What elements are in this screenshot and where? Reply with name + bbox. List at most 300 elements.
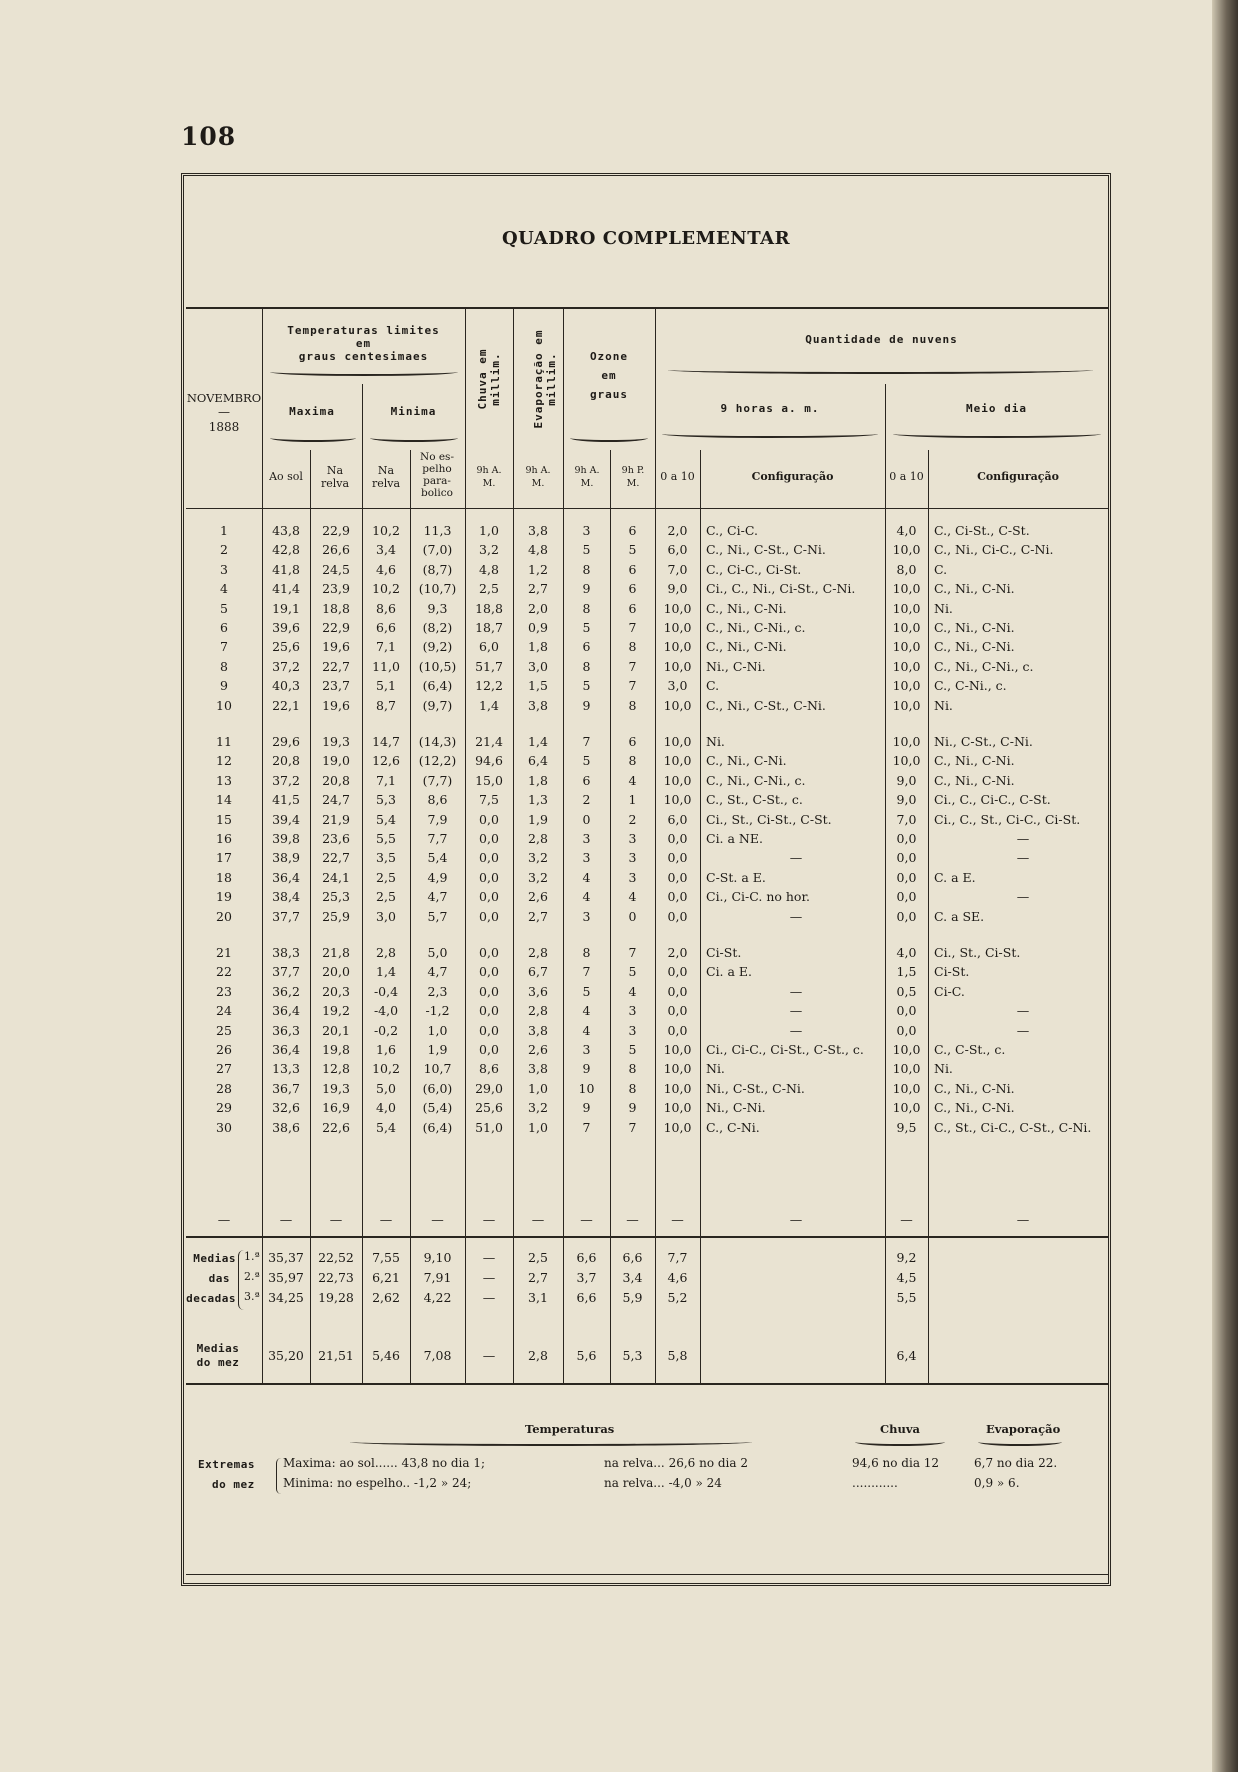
chuva-cell: 0,0 (479, 964, 499, 980)
max-na-relva-cell: 22,9 (322, 523, 350, 538)
ozone-9am-cell: — (580, 1212, 593, 1227)
nuvens-noon-cell: 4,0 (896, 523, 917, 538)
config-noon-cell: C., Ni., C-Ni. (934, 772, 1015, 788)
extremas-evaporacao-header: Evaporação (986, 1422, 1061, 1436)
nuvens-noon-cell: 8,0 (896, 561, 917, 577)
min-na-relva-cell: 3,0 (376, 908, 396, 924)
day-cell: 30 (216, 1119, 232, 1135)
ozone-9am-cell: 2 (582, 792, 591, 808)
chuva-cell: 2,5 (479, 581, 499, 597)
ozone-9pm-cell: 7 (628, 620, 637, 635)
max-na-relva-cell: 23,7 (322, 678, 350, 694)
chuva-cell: 0,0 (479, 1022, 499, 1038)
min-na-relva-cell: 4,6 (376, 561, 396, 577)
max-ao-sol-cell: 38,9 (272, 850, 300, 866)
min-na-relva-cell: 10,2 (372, 581, 400, 597)
evaporacao-cell: 1,3 (528, 792, 548, 808)
day-cell: 28 (216, 1080, 232, 1096)
config-noon-cell: Ci., C., Ci-C., C-St. (934, 792, 1051, 808)
config-noon-cell: C., St., Ci-C., C-St., C-Ni. (934, 1119, 1092, 1135)
max-ao-sol-cell: 37,2 (272, 772, 300, 788)
table-row (181, 964, 1111, 984)
ozone-9pm-media-cell: 6,6 (622, 1250, 643, 1265)
footer-top-rule (186, 1383, 1108, 1385)
nuvens-9am-cell: 10,0 (663, 1061, 692, 1077)
min-na-relva-media-cell: 6,21 (372, 1270, 400, 1285)
minima-header: Minima (390, 405, 437, 418)
chuva-media-cell: — (482, 1290, 496, 1305)
max-ao-sol-media-cell: 34,25 (268, 1290, 304, 1305)
max-ao-sol-cell: 42,8 (272, 542, 300, 558)
evaporacao-cell: 2,0 (528, 600, 548, 616)
max-na-relva-cell: 23,6 (322, 831, 350, 846)
medias-decada-row (181, 1250, 1111, 1270)
evaporacao-cell: 6,4 (528, 753, 548, 769)
min-espelho-cell: (10,5) (418, 658, 457, 674)
config-9am-cell: Ni. (706, 734, 725, 749)
max-ao-sol-cell: 38,6 (272, 1119, 300, 1135)
nuvens-noon-cell: 10,0 (892, 600, 921, 616)
nuvens-noon-cell: 10,0 (892, 734, 921, 749)
min-espelho-cell: 2,3 (427, 983, 448, 999)
evaporacao-media-cell: 3,1 (528, 1290, 548, 1305)
evaporacao-cell: 1,0 (528, 1080, 548, 1096)
min-espelho-cell: (7,7) (422, 772, 453, 788)
table-row (181, 562, 1111, 582)
day-cell: 14 (216, 792, 232, 808)
ozone-9pm-cell: 5 (628, 1042, 637, 1057)
min-na-relva-cell: 2,5 (376, 889, 396, 905)
min-espelho-cell: (7,0) (422, 542, 453, 558)
ozone-9pm-cell: 8 (628, 697, 637, 713)
max-ao-sol-cell: 13,3 (272, 1061, 300, 1077)
evaporacao-cell: 3,0 (528, 658, 548, 674)
max-na-relva-cell: 19,2 (322, 1003, 350, 1019)
maxima-header: Maxima (289, 405, 335, 418)
chuva-cell: 18,7 (475, 620, 503, 635)
chuva-cell: 3,2 (479, 542, 499, 558)
extremas-temperaturas-header: Temperaturas (525, 1422, 615, 1436)
day-cell: 11 (216, 734, 232, 749)
max-ao-sol-cell: — (279, 1212, 293, 1227)
min-espelho-cell: (6,4) (422, 1119, 453, 1135)
table-row (181, 1023, 1111, 1043)
chuva-9am-header: 9h A. M. (476, 465, 502, 489)
ozone-9pm-cell: 7 (628, 945, 637, 960)
chuva-cell: 0,0 (479, 831, 499, 846)
nuvens-brace (668, 366, 1093, 374)
config-9am-cell: — (789, 850, 803, 866)
ozone-9pm-cell: 5 (628, 542, 637, 558)
ozone-9pm-cell: 7 (628, 678, 637, 694)
ozone-9pm-cell: 9 (628, 1100, 637, 1116)
ozone-9pm-cell: 3 (628, 869, 637, 885)
evaporacao-header: Evaporação em millim. (532, 329, 558, 429)
nuvens-9am-cell: 0,0 (667, 831, 688, 846)
extremas-min-line: Minima: no espelho.. -1,2 » 24; (283, 1476, 472, 1490)
config-noon-cell: Ni., C-St., C-Ni. (934, 734, 1033, 749)
ozone-9pm-cell: 7 (628, 658, 637, 674)
max-ao-sol-cell: 41,5 (272, 792, 300, 808)
medias-mez-label2: do mez (196, 1356, 240, 1369)
ozone-9pm-cell: 1 (628, 792, 637, 808)
ozone-9am-cell: 8 (582, 945, 591, 960)
day-cell: 24 (216, 1003, 232, 1019)
min-na-relva-cell: 5,0 (376, 1080, 396, 1096)
day-cell: 8 (220, 658, 228, 674)
min-na-relva-cell: 5,4 (376, 1119, 396, 1135)
day-cell: 22 (216, 964, 232, 980)
config-noon-cell: Ni. (934, 1061, 953, 1077)
nuvens-noon-cell: 1,5 (896, 964, 917, 980)
ozone-9am-cell: 3 (582, 1042, 591, 1057)
extremas-evap-min: 0,9 » 6. (974, 1476, 1020, 1490)
ozone-9pm-cell: 6 (628, 600, 637, 616)
min-espelho-cell: 4,9 (427, 869, 448, 885)
chuva-cell: 0,0 (479, 908, 499, 924)
max-na-relva-media-cell: 22,73 (318, 1270, 354, 1285)
decada-index: 2.ª (244, 1270, 260, 1283)
ozone-9pm-cell: 3 (628, 850, 637, 866)
ao-sol-header: Ao sol (269, 470, 303, 483)
ozone-9pm-cell: 8 (628, 1080, 637, 1096)
config-9am-cell: C. (706, 678, 720, 694)
config-9am-cell: C., Ni., C-Ni. (706, 600, 787, 616)
table-row (181, 698, 1111, 718)
min-na-relva-cell: 3,5 (376, 850, 396, 866)
na-relva-max-header: Na relva (320, 464, 350, 490)
config-9am-cell: Ni. (706, 1061, 725, 1077)
config-noon-cell: — (1016, 889, 1030, 905)
max-ao-sol-cell: 39,8 (272, 831, 300, 846)
max-na-relva-cell: 12,8 (322, 1061, 350, 1077)
evaporacao-cell: 3,2 (528, 850, 548, 866)
medias-decadas-label: decadas (186, 1292, 236, 1305)
day-cell: 19 (216, 889, 232, 905)
extremas-max-relva: na relva... 26,6 no dia 2 (604, 1456, 748, 1470)
max-na-relva-cell: 22,7 (322, 850, 350, 866)
header-bottom-rule (186, 508, 1108, 509)
max-na-relva-media-cell: 22,52 (318, 1250, 354, 1265)
config-9am-cell: — (789, 1022, 803, 1038)
config-9am-cell: Ni., C-St., C-Ni. (706, 1080, 805, 1096)
day-cell: 26 (216, 1042, 232, 1057)
ozone-9pm-media-cell: 5,9 (622, 1290, 643, 1305)
ozone-9am-mez-cell: 5,6 (576, 1348, 597, 1363)
table-row (181, 678, 1111, 698)
table-row (181, 1042, 1111, 1062)
max-ao-sol-cell: 43,8 (272, 523, 300, 538)
chuva-cell: 0,0 (479, 983, 499, 999)
day-cell: 17 (216, 850, 232, 866)
ozone-9am-cell: 7 (582, 1119, 591, 1135)
ozone-9pm-cell: 8 (628, 1061, 637, 1077)
config-9am-cell: Ni., C-Ni. (706, 658, 766, 674)
config-9am-cell: Ci., Ci-C. no hor. (706, 889, 811, 905)
nuvens-9am-cell: 6,0 (667, 542, 688, 558)
nuvens-9am-config-header: Configuração (751, 470, 834, 483)
chuva-cell: 4,8 (479, 561, 499, 577)
ozone-9am-cell: 4 (582, 889, 591, 905)
nuvens-9am-cell: 3,0 (667, 678, 688, 694)
min-na-relva-cell: 3,4 (376, 542, 396, 558)
nuvens-noon-cell: 9,5 (896, 1119, 917, 1135)
nuvens-9am-media-cell: 7,7 (667, 1250, 688, 1265)
min-espelho-cell: 5,7 (427, 908, 448, 924)
nuvens-9am-cell: 10,0 (663, 772, 692, 788)
min-na-relva-cell: 1,4 (376, 964, 396, 980)
max-na-relva-cell: 26,6 (322, 542, 350, 558)
config-9am-cell: Ci., St., Ci-St., C-St. (706, 811, 832, 827)
min-na-relva-cell: 4,0 (376, 1100, 396, 1116)
ozone-9am-cell: 9 (582, 1100, 591, 1116)
config-9am-cell: C., Ni., C-St., C-Ni. (706, 542, 826, 558)
config-noon-cell: Ni. (934, 697, 953, 713)
nuvens-noon-cell: 10,0 (892, 1061, 921, 1077)
nuvens-noon-cell: 10,0 (892, 658, 921, 674)
evaporacao-cell: 1,8 (528, 639, 548, 655)
no-espelho-header: No es- pelho para- bolico (420, 451, 454, 499)
table-row (181, 909, 1111, 929)
extremas-chuva-value: 94,6 no dia 12 (852, 1456, 940, 1470)
table-row (181, 792, 1111, 812)
meio-dia-brace (893, 430, 1101, 438)
config-9am-cell: C., Ci-C., Ci-St. (706, 561, 802, 577)
nuvens-noon-cell: 10,0 (892, 678, 921, 694)
max-na-relva-cell: 20,3 (322, 983, 350, 999)
ozone-9am-cell: 8 (582, 658, 591, 674)
extremas-evap-max: 6,7 no dia 22. (974, 1456, 1058, 1470)
max-na-relva-cell: 20,8 (322, 772, 350, 788)
max-na-relva-cell: 19,6 (322, 697, 350, 713)
day-cell: 5 (220, 600, 228, 616)
min-espelho-cell: (9,2) (422, 639, 453, 655)
nuvens-header: Quantidade de nuvens (805, 333, 958, 346)
min-espelho-cell: 1,9 (427, 1042, 448, 1057)
nuvens-noon-cell: 7,0 (896, 811, 917, 827)
max-na-relva-cell: 22,9 (322, 620, 350, 635)
max-na-relva-cell: 24,1 (322, 869, 350, 885)
nuvens-9am-media-cell: 5,2 (667, 1290, 688, 1305)
config-noon-cell: C., Ni., C-Ni. (934, 1080, 1015, 1096)
nuvens-noon-cell: 10,0 (892, 639, 921, 655)
ozone-9pm-cell: 6 (628, 581, 637, 597)
ozone-9am-cell: 4 (582, 1022, 591, 1038)
chuva-cell: 6,0 (479, 639, 499, 655)
max-ao-sol-cell: 41,4 (272, 581, 300, 597)
max-ao-sol-media-cell: 35,97 (268, 1270, 304, 1285)
ozone-9am-media-cell: 6,6 (576, 1250, 597, 1265)
day-cell: 2 (220, 542, 228, 558)
min-na-relva-mez-cell: 5,46 (372, 1348, 400, 1363)
nuvens-noon-cell: 10,0 (892, 1100, 921, 1116)
chuva-cell: 0,0 (479, 945, 499, 960)
maxima-brace (270, 434, 356, 442)
nuvens-9am-cell: 0,0 (667, 850, 688, 866)
min-espelho-cell: (6,4) (422, 678, 453, 694)
max-ao-sol-cell: 37,7 (272, 908, 300, 924)
evaporacao-cell: 3,8 (528, 523, 548, 538)
meio-dia-header: Meio dia (966, 402, 1027, 415)
table-row (181, 1100, 1111, 1120)
ozone-header-em: em (601, 369, 617, 382)
config-noon-cell: Ci., St., Ci-St. (934, 945, 1021, 960)
extremas-evaporacao-brace (978, 1438, 1062, 1446)
nuvens-noon-cell: 0,0 (896, 831, 917, 846)
chuva-cell: 51,7 (475, 658, 503, 674)
max-ao-sol-cell: 39,6 (272, 620, 300, 635)
day-cell: 15 (216, 811, 232, 827)
chuva-cell: 94,6 (475, 753, 503, 769)
nuvens-noon-cell: 10,0 (892, 1080, 921, 1096)
evaporacao-cell: 1,4 (528, 734, 548, 749)
chuva-cell: 1,4 (479, 697, 499, 713)
max-na-relva-mez-cell: 21,51 (318, 1348, 354, 1363)
config-9am-cell: Ci., Ci-C., Ci-St., C-St., c. (706, 1042, 864, 1057)
ozone-9am-cell: 0 (582, 811, 591, 827)
day-cell: 6 (220, 620, 228, 635)
max-na-relva-cell: 24,7 (322, 792, 350, 808)
min-espelho-cell: 4,7 (427, 889, 448, 905)
config-9am-cell: Ni., C-Ni. (706, 1100, 766, 1116)
min-espelho-cell: (12,2) (418, 753, 457, 769)
nuvens-9am-cell: 10,0 (663, 658, 692, 674)
table-row (181, 601, 1111, 621)
nuvens-noon-cell: 10,0 (892, 753, 921, 769)
nuvens-9am-cell: 9,0 (667, 581, 688, 597)
nuvens-noon-cell: 4,0 (896, 945, 917, 960)
chuva-cell: 7,5 (479, 792, 499, 808)
evaporacao-cell: 1,9 (528, 811, 548, 827)
config-9am-cell: C., Ni., C-Ni. (706, 753, 787, 769)
evaporacao-cell: 2,8 (528, 945, 548, 960)
ozone-9am-cell: 3 (582, 908, 591, 924)
day-cell: 9 (220, 678, 228, 694)
config-9am-cell: C., Ni., C-Ni., c. (706, 620, 806, 635)
min-espelho-mez-cell: 7,08 (423, 1348, 452, 1363)
nuvens-9am-cell: 10,0 (663, 792, 692, 808)
minima-brace (370, 434, 458, 442)
min-espelho-cell: (8,2) (422, 620, 453, 635)
config-noon-cell: Ni. (934, 600, 953, 616)
nuvens-noon-cell: 9,0 (896, 792, 917, 808)
extremas-label: Extremas (198, 1458, 255, 1471)
table-row (181, 753, 1111, 773)
nuvens-noon-cell: 0,0 (896, 908, 917, 924)
nuvens-noon-cell: 0,5 (896, 983, 917, 999)
min-espelho-media-cell: 7,91 (423, 1270, 452, 1285)
ozone-9am-cell: 5 (582, 620, 591, 635)
day-cell: 7 (220, 639, 228, 655)
day-cell: 21 (216, 945, 232, 960)
max-na-relva-cell: 19,6 (322, 639, 350, 655)
chuva-cell: 0,0 (479, 889, 499, 905)
table-row (181, 889, 1111, 909)
max-na-relva-cell: 22,6 (322, 1119, 350, 1135)
ozone-9am-cell: 6 (582, 772, 591, 788)
min-na-relva-cell: 5,1 (376, 678, 396, 694)
na-relva-min-header: Na relva (371, 464, 401, 490)
max-ao-sol-mez-cell: 35,20 (268, 1348, 304, 1363)
config-noon-cell: C., Ni., C-Ni. (934, 639, 1015, 655)
min-na-relva-cell: 8,7 (376, 697, 396, 713)
temp-group-header-em: em (355, 337, 372, 350)
min-na-relva-cell: 8,6 (376, 600, 396, 616)
config-noon-cell: C., C-Ni., c. (934, 678, 1007, 694)
chuva-cell: 1,0 (479, 523, 499, 538)
max-ao-sol-cell: 39,4 (272, 811, 300, 827)
day-cell: 16 (216, 831, 232, 846)
min-espelho-cell: 5,4 (427, 850, 448, 866)
ozone-9am-cell: 3 (582, 523, 591, 538)
max-ao-sol-cell: 37,2 (272, 658, 300, 674)
max-na-relva-cell: 20,1 (322, 1022, 350, 1038)
min-espelho-cell: (5,4) (422, 1100, 453, 1116)
min-espelho-cell: 7,9 (427, 811, 448, 827)
footer-bottom-rule (186, 1574, 1108, 1575)
config-9am-cell: — (789, 983, 803, 999)
nuvens-9am-cell: 2,0 (667, 945, 688, 960)
nuvens-9am-cell: 2,0 (667, 523, 688, 538)
medias-mez-values (181, 1348, 1111, 1368)
extremas-do-mez-label: do mez (212, 1478, 255, 1491)
extremas-brace (276, 1458, 281, 1494)
evaporacao-cell: 2,7 (528, 581, 548, 597)
table-row (181, 639, 1111, 659)
evaporacao-cell: 2,6 (528, 889, 548, 905)
chuva-cell: 12,2 (475, 678, 503, 694)
evaporacao-mez-cell: 2,8 (528, 1348, 548, 1363)
nuvens-noon-cell: 10,0 (892, 1042, 921, 1057)
day-cell: 20 (216, 908, 232, 924)
config-noon-cell: C. a SE. (934, 908, 985, 924)
evaporacao-cell: 2,8 (528, 831, 548, 846)
min-na-relva-media-cell: 2,62 (372, 1290, 400, 1305)
max-ao-sol-cell: 41,8 (272, 561, 300, 577)
chuva-cell: 0,0 (479, 1042, 499, 1057)
min-espelho-cell: (6,0) (422, 1080, 453, 1096)
page-edge-shadow (1212, 0, 1238, 1772)
max-ao-sol-cell: 36,4 (272, 869, 300, 885)
max-na-relva-cell: — (329, 1212, 343, 1227)
config-9am-cell: Ci. a E. (706, 964, 753, 980)
temp-group-header-units: graus centesimaes (298, 350, 429, 363)
chuva-cell: 0,0 (479, 811, 499, 827)
config-9am-cell: C-St. a E. (706, 869, 766, 885)
max-ao-sol-cell: 19,1 (272, 600, 300, 616)
config-noon-cell: C., Ni., C-Ni. (934, 581, 1015, 597)
nuvens-noon-cell: 10,0 (892, 697, 921, 713)
evaporacao-cell: 3,2 (528, 869, 548, 885)
table-row (181, 1061, 1111, 1081)
chuva-cell: 18,8 (475, 600, 503, 616)
nuvens-9am-cell: 0,0 (667, 1022, 688, 1038)
evaporacao-cell: 1,5 (528, 678, 548, 694)
min-espelho-cell: 8,6 (427, 792, 448, 808)
evaporacao-cell: 3,6 (528, 983, 548, 999)
min-espelho-cell: 4,7 (427, 964, 448, 980)
config-9am-cell: — (789, 1003, 803, 1019)
min-na-relva-cell: -4,0 (373, 1003, 399, 1019)
evaporacao-cell: 1,8 (528, 772, 548, 788)
min-espelho-cell: 7,7 (427, 831, 448, 846)
nuvens-noon-cell: 0,0 (896, 889, 917, 905)
max-ao-sol-cell: 38,3 (272, 945, 300, 960)
ozone-9pm-cell: 0 (628, 908, 637, 924)
evaporacao-cell: 2,6 (528, 1042, 548, 1057)
nuvens-9am-cell: 10,0 (663, 1080, 692, 1096)
ozone-9pm-cell: 5 (628, 964, 637, 980)
